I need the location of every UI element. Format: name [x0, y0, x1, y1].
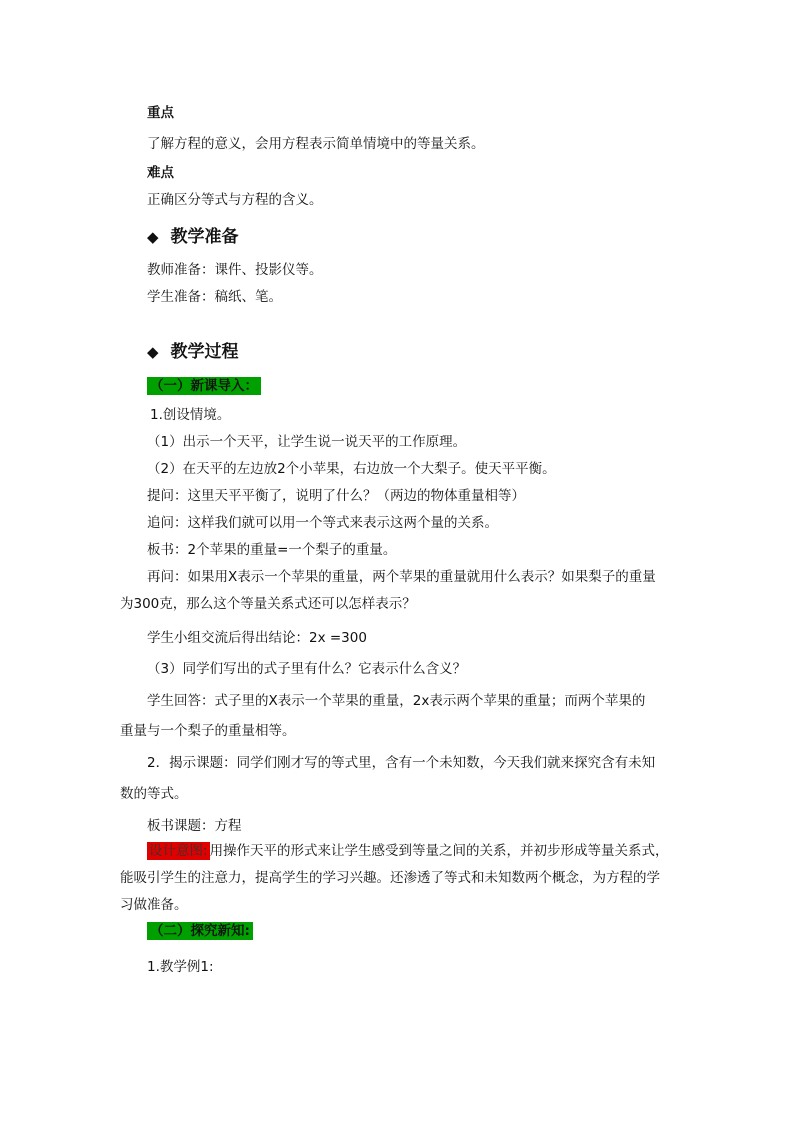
process-line: 提问：这里天平平衡了，说明了什么？（两边的物体重量相等）: [147, 488, 525, 504]
process-line: 学生回答：式子里的X表示一个苹果的重量，2x表示两个苹果的重量；而两个苹果的: [147, 693, 646, 709]
part2-tag: （二）探究新知:: [147, 922, 253, 940]
example-line: 1.教学例1:: [147, 959, 214, 975]
key-point-title: 重点: [147, 105, 174, 121]
process-line: 1.创设情境。: [150, 407, 231, 423]
design-intent-text: 能吸引学生的注意力，提高学生的学习兴趣。还渗透了等式和未知数两个概念，为方程的学: [120, 870, 660, 886]
part1-tag-line: [147, 377, 261, 395]
prep-teacher: 教师准备：课件、投影仪等。: [147, 262, 323, 278]
difficulty-text: 正确区分等式与方程的含义。: [147, 192, 323, 208]
prep-student: 学生准备：稿纸、笔。: [147, 289, 282, 305]
key-point-text: 了解方程的意义，会用方程表示简单情境中的等量关系。: [147, 136, 485, 152]
part1-tag: （一）新课导入：: [147, 377, 261, 395]
design-intent-line: [147, 842, 669, 860]
design-intent-text: 用操作天平的形式来让学生感受到等量之间的关系，并初步形成等量关系式，: [209, 843, 669, 859]
process-line: 数的等式。: [120, 786, 188, 802]
process-line: 学生小组交流后得出结论：2x =300: [147, 630, 367, 646]
process-line: 重量与一个梨子的重量相等。: [120, 723, 296, 739]
diamond-icon: ◆: [147, 343, 159, 361]
difficulty-title: 难点: [147, 165, 174, 181]
process-line: 板书课题：方程: [147, 818, 242, 834]
process-line: 板书：2个苹果的重量=一个梨子的重量。: [147, 542, 397, 558]
prep-title: 教学准备: [170, 227, 239, 247]
process-line: 2．揭示课题：同学们刚才写的等式里，含有一个未知数，今天我们就来探究含有未知: [147, 755, 656, 771]
process-heading: [147, 341, 239, 363]
design-intent-tag: 设计意图:: [149, 843, 208, 859]
process-title: 教学过程: [170, 342, 239, 362]
part2-tag-line: [147, 922, 253, 940]
process-line: （2）在天平的左边放2个小苹果，右边放一个大梨子。使天平平衡。: [147, 461, 556, 477]
design-intent-text: 习做准备。: [120, 897, 188, 913]
diamond-icon: ◆: [147, 228, 159, 246]
process-line: （3）同学们写出的式子里有什么？它表示什么含义？: [147, 661, 467, 677]
process-line: （1）出示一个天平，让学生说一说天平的工作原理。: [147, 434, 467, 450]
process-line: 追问：这样我们就可以用一个等式来表示这两个量的关系。: [147, 515, 498, 531]
process-line: 为300克，那么这个等量关系式还可以怎样表示？: [120, 596, 416, 612]
prep-heading: [147, 226, 239, 248]
process-line: 再问：如果用X表示一个苹果的重量，两个苹果的重量就用什么表示？如果梨子的重量: [147, 569, 656, 585]
